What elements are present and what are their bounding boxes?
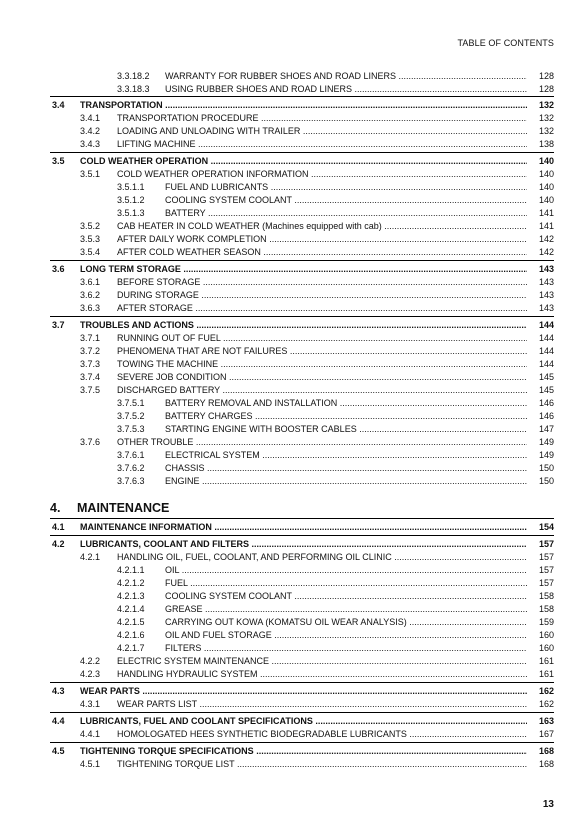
toc-entry-title: ENGINE ..... bbox=[165, 475, 527, 487]
toc-entry-number: 4.4.1 bbox=[80, 729, 101, 739]
toc-entry-number: 4.2.1.1 bbox=[117, 565, 145, 575]
toc-entry-page: 150 bbox=[538, 476, 554, 486]
toc-entry[interactable] bbox=[0, 194, 583, 206]
toc-entry-number: 3.5.1.2 bbox=[117, 195, 145, 205]
toc-entry[interactable] bbox=[0, 551, 583, 563]
toc-entry-page: 157 bbox=[538, 578, 554, 588]
toc-entry[interactable] bbox=[0, 590, 583, 602]
toc-entry-page: 147 bbox=[538, 424, 554, 434]
toc-entry-page: 158 bbox=[538, 591, 554, 601]
chapter-title: MAINTENANCE bbox=[77, 501, 170, 515]
toc-entry-title: TIGHTENING TORQUE LIST ..... bbox=[117, 758, 527, 770]
toc-entry[interactable] bbox=[0, 629, 583, 641]
toc-entry[interactable] bbox=[0, 521, 583, 533]
toc-entry-page: 162 bbox=[538, 686, 554, 696]
toc-entry-number: 4.2.1.6 bbox=[117, 630, 145, 640]
toc-entry[interactable] bbox=[0, 155, 583, 167]
toc-entry-title: CAB HEATER IN COLD WEATHER (Machines equipped with cab) ..... bbox=[117, 220, 527, 232]
toc-entry-number: 3.7.5.1 bbox=[117, 398, 145, 408]
toc-entry-title: TROUBLES AND ACTIONS ..... bbox=[80, 319, 527, 331]
toc-entry-title: OIL ..... bbox=[165, 564, 527, 576]
toc-entry[interactable] bbox=[0, 655, 583, 667]
toc-entry-title: LUBRICANTS, COOLANT AND FILTERS ..... bbox=[80, 538, 527, 550]
toc-entry-number: 4.2.2 bbox=[80, 656, 101, 666]
toc-entry-number: 3.5.1.1 bbox=[117, 182, 145, 192]
toc-entry-title: CHASSIS ..... bbox=[165, 462, 527, 474]
toc-entry-title: HANDLING HYDRAULIC SYSTEM ..... bbox=[117, 668, 527, 680]
toc-entry-number: 3.7.6.1 bbox=[117, 450, 145, 460]
toc-entry-page: 143 bbox=[538, 290, 554, 300]
toc-entry-page: 140 bbox=[538, 195, 554, 205]
toc-entry-page: 149 bbox=[538, 450, 554, 460]
toc-entry[interactable] bbox=[0, 410, 583, 422]
toc-entry-page: 140 bbox=[538, 156, 554, 166]
toc-entry-title: LUBRICANTS, FUEL AND COOLANT SPECIFICATIONS ..... bbox=[80, 715, 527, 727]
toc-entry-number: 3.7.6.3 bbox=[117, 476, 145, 486]
toc-entry-page: 161 bbox=[538, 656, 554, 666]
toc-entry-page: 159 bbox=[538, 617, 554, 627]
toc-entry-number: 3.7.6.2 bbox=[117, 463, 145, 473]
toc-entry-page: 140 bbox=[538, 169, 554, 179]
toc-entry[interactable] bbox=[0, 642, 583, 654]
toc-entry[interactable] bbox=[0, 99, 583, 111]
section-divider bbox=[50, 260, 554, 261]
toc-entry-page: 142 bbox=[538, 247, 554, 257]
toc-entry-page: 157 bbox=[538, 565, 554, 575]
toc-entry-page: 128 bbox=[538, 71, 554, 81]
toc-entry[interactable] bbox=[0, 83, 583, 95]
toc-entry-title: WEAR PARTS ..... bbox=[80, 685, 527, 697]
toc-entry-number: 4.2.1.5 bbox=[117, 617, 145, 627]
toc-entry-title: BATTERY REMOVAL AND INSTALLATION ..... bbox=[165, 397, 527, 409]
toc-entry-number: 4.5 bbox=[52, 746, 65, 756]
section-divider bbox=[50, 535, 554, 536]
toc-entry[interactable] bbox=[0, 436, 583, 448]
toc-entry-page: 162 bbox=[538, 699, 554, 709]
toc-entry[interactable] bbox=[0, 233, 583, 245]
toc-entry[interactable] bbox=[0, 125, 583, 137]
toc-entry-title: AFTER STORAGE ..... bbox=[117, 302, 527, 314]
toc-entry[interactable] bbox=[0, 70, 583, 82]
toc-entry-title: STARTING ENGINE WITH BOOSTER CABLES ..... bbox=[165, 423, 527, 435]
toc-entry-number: 3.3.18.2 bbox=[117, 71, 150, 81]
toc-entry-page: 144 bbox=[538, 346, 554, 356]
toc-entry-number: 3.6 bbox=[52, 264, 65, 274]
toc-entry-number: 4.2.3 bbox=[80, 669, 101, 679]
toc-entry-page: 132 bbox=[538, 126, 554, 136]
toc-entry-number: 4.5.1 bbox=[80, 759, 101, 769]
toc-entry[interactable] bbox=[0, 397, 583, 409]
toc-entry-number: 3.5.1.3 bbox=[117, 208, 145, 218]
toc-entry-page: 160 bbox=[538, 630, 554, 640]
section-divider bbox=[50, 316, 554, 317]
toc-entry[interactable] bbox=[0, 698, 583, 710]
toc-entry-page: 142 bbox=[538, 234, 554, 244]
toc-entry-title: CARRYING OUT KOWA (KOMATSU OIL WEAR ANALYSIS) ..... bbox=[165, 616, 527, 628]
page-number: 13 bbox=[542, 799, 554, 810]
toc-entry-number: 3.7.2 bbox=[80, 346, 101, 356]
toc-entry[interactable] bbox=[0, 345, 583, 357]
toc-entry-page: 145 bbox=[538, 372, 554, 382]
toc-entry-page: 154 bbox=[538, 522, 554, 532]
toc-entry-title: LOADING AND UNLOADING WITH TRAILER ..... bbox=[117, 125, 527, 137]
toc-entry-page: 146 bbox=[538, 411, 554, 421]
toc-entry[interactable] bbox=[0, 358, 583, 370]
toc-entry-title: TRANSPORTATION ..... bbox=[80, 99, 527, 111]
toc-entry-page: 157 bbox=[538, 539, 554, 549]
toc-entry[interactable] bbox=[0, 449, 583, 461]
toc-entry-page: 143 bbox=[538, 264, 554, 274]
toc-entry-title: BATTERY CHARGES ..... bbox=[165, 410, 527, 422]
toc-entry-title: DISCHARGED BATTERY ..... bbox=[117, 384, 527, 396]
toc-entry-page: 161 bbox=[538, 669, 554, 679]
toc-entry-number: 3.7.4 bbox=[80, 372, 101, 382]
toc-entry-number: 3.7.6 bbox=[80, 437, 101, 447]
toc-entry-title: AFTER DAILY WORK COMPLETION ..... bbox=[117, 233, 527, 245]
toc-entry-number: 3.5.3 bbox=[80, 234, 101, 244]
toc-entry-title: WEAR PARTS LIST ..... bbox=[117, 698, 527, 710]
toc-entry-title: MAINTENANCE INFORMATION ..... bbox=[80, 521, 527, 533]
toc-entry-page: 132 bbox=[538, 100, 554, 110]
toc-entry-title: BEFORE STORAGE ..... bbox=[117, 276, 527, 288]
toc-entry[interactable] bbox=[0, 668, 583, 680]
toc-entry-title: TRANSPORTATION PROCEDURE ..... bbox=[117, 112, 527, 124]
toc-entry-title: DURING STORAGE ..... bbox=[117, 289, 527, 301]
section-divider bbox=[50, 96, 554, 97]
toc-entry[interactable] bbox=[0, 220, 583, 232]
toc-entry-number: 3.4.1 bbox=[80, 113, 101, 123]
toc-entry[interactable] bbox=[0, 685, 583, 697]
toc-entry-number: 4.1 bbox=[52, 522, 65, 532]
toc-entry-title: TOWING THE MACHINE ..... bbox=[117, 358, 527, 370]
toc-entry-title: OTHER TROUBLE ..... bbox=[117, 436, 527, 448]
toc-entry-number: 3.7.5 bbox=[80, 385, 101, 395]
toc-entry-page: 158 bbox=[538, 604, 554, 614]
toc-entry[interactable] bbox=[0, 371, 583, 383]
toc-entry-page: 140 bbox=[538, 182, 554, 192]
toc-entry[interactable] bbox=[0, 168, 583, 180]
toc-entry[interactable] bbox=[0, 745, 583, 757]
toc-entry-title: HOMOLOGATED HEES SYNTHETIC BIODEGRADABLE LUBRICANTS ..... bbox=[117, 728, 527, 740]
toc-entry-page: 128 bbox=[538, 84, 554, 94]
toc-entry-number: 4.2.1.7 bbox=[117, 643, 145, 653]
toc-entry[interactable] bbox=[0, 577, 583, 589]
toc-entry-number: 3.7.5.3 bbox=[117, 424, 145, 434]
toc-entry-page: 168 bbox=[538, 746, 554, 756]
toc-entry-page: 132 bbox=[538, 113, 554, 123]
toc-entry-number: 3.5.2 bbox=[80, 221, 101, 231]
toc-entry-number: 3.5 bbox=[52, 156, 65, 166]
section-divider bbox=[50, 712, 554, 713]
toc-entry[interactable] bbox=[0, 728, 583, 740]
toc-entry[interactable] bbox=[0, 475, 583, 487]
toc-entry-number: 4.2.1 bbox=[80, 552, 101, 562]
toc-entry-title: COLD WEATHER OPERATION INFORMATION ..... bbox=[117, 168, 527, 180]
toc-entry-page: 146 bbox=[538, 398, 554, 408]
toc-entry-number: 3.4.3 bbox=[80, 139, 101, 149]
toc-entry-number: 3.3.18.3 bbox=[117, 84, 150, 94]
toc-entry-page: 141 bbox=[538, 221, 554, 231]
toc-entry-title: AFTER COLD WEATHER SEASON ..... bbox=[117, 246, 527, 258]
toc-entry-number: 3.7.1 bbox=[80, 333, 101, 343]
toc-entry[interactable] bbox=[0, 246, 583, 258]
toc-entry-title: WARRANTY FOR RUBBER SHOES AND ROAD LINERS ..... bbox=[165, 70, 527, 82]
toc-entry-number: 3.7 bbox=[52, 320, 65, 330]
chapter-number: 4. bbox=[50, 501, 61, 515]
section-divider bbox=[50, 152, 554, 153]
toc-entry[interactable] bbox=[0, 332, 583, 344]
toc-entry[interactable] bbox=[0, 616, 583, 628]
toc-entry-page: 149 bbox=[538, 437, 554, 447]
toc-entry-title: SEVERE JOB CONDITION ..... bbox=[117, 371, 527, 383]
toc-entry-page: 150 bbox=[538, 463, 554, 473]
toc-entry[interactable] bbox=[0, 715, 583, 727]
toc-entry-number: 4.2.1.2 bbox=[117, 578, 145, 588]
toc-entry[interactable] bbox=[0, 384, 583, 396]
toc-entry[interactable] bbox=[0, 289, 583, 301]
toc-entry-page: 167 bbox=[538, 729, 554, 739]
toc-entry-title: PHENOMENA THAT ARE NOT FAILURES ..... bbox=[117, 345, 527, 357]
toc-entry-number: 3.6.2 bbox=[80, 290, 101, 300]
toc-entry-number: 3.6.1 bbox=[80, 277, 101, 287]
toc-entry-title: USING RUBBER SHOES AND ROAD LINERS ..... bbox=[165, 83, 527, 95]
toc-entry-title: ELECTRIC SYSTEM MAINTENANCE ..... bbox=[117, 655, 527, 667]
toc-entry-title: FUEL AND LUBRICANTS ..... bbox=[165, 181, 527, 193]
toc-entry-number: 3.4.2 bbox=[80, 126, 101, 136]
toc-entry[interactable] bbox=[0, 276, 583, 288]
toc-entry[interactable] bbox=[0, 138, 583, 150]
toc-entry[interactable] bbox=[0, 538, 583, 550]
toc-entry-title: COOLING SYSTEM COOLANT ..... bbox=[165, 194, 527, 206]
toc-entry-page: 143 bbox=[538, 303, 554, 313]
toc-entry-title: LONG TERM STORAGE ..... bbox=[80, 263, 527, 275]
toc-entry[interactable] bbox=[0, 564, 583, 576]
toc-entry-page: 160 bbox=[538, 643, 554, 653]
toc-entry-page: 145 bbox=[538, 385, 554, 395]
toc-entry-title: TIGHTENING TORQUE SPECIFICATIONS ..... bbox=[80, 745, 527, 757]
toc-entry[interactable] bbox=[0, 603, 583, 615]
toc-entry-number: 3.4 bbox=[52, 100, 65, 110]
toc-entry-title: OIL AND FUEL STORAGE ..... bbox=[165, 629, 527, 641]
toc-entry[interactable] bbox=[0, 319, 583, 331]
toc-entry-title: BATTERY ..... bbox=[165, 207, 527, 219]
toc-entry[interactable] bbox=[0, 423, 583, 435]
toc-entry-number: 4.2 bbox=[52, 539, 65, 549]
toc-entry-page: 163 bbox=[538, 716, 554, 726]
toc-entry-number: 4.3 bbox=[52, 686, 65, 696]
section-divider bbox=[50, 742, 554, 743]
toc-entry-page: 157 bbox=[538, 552, 554, 562]
toc-entry-title: RUNNING OUT OF FUEL ..... bbox=[117, 332, 527, 344]
toc-entry-number: 3.5.1 bbox=[80, 169, 101, 179]
toc-entry[interactable] bbox=[0, 181, 583, 193]
section-divider bbox=[50, 682, 554, 683]
toc-entry-page: 143 bbox=[538, 277, 554, 287]
toc-entry[interactable] bbox=[0, 462, 583, 474]
toc-entry-number: 4.3.1 bbox=[80, 699, 101, 709]
toc-entry-page: 144 bbox=[538, 333, 554, 343]
toc-entry[interactable] bbox=[0, 758, 583, 770]
toc-entry-title: FILTERS ..... bbox=[165, 642, 527, 654]
toc-entry-number: 3.7.5.2 bbox=[117, 411, 145, 421]
toc-entry[interactable] bbox=[0, 302, 583, 314]
toc-entry-number: 4.2.1.3 bbox=[117, 591, 145, 601]
toc-entry-number: 3.6.3 bbox=[80, 303, 101, 313]
toc-entry-title: FUEL ..... bbox=[165, 577, 527, 589]
toc-entry-page: 168 bbox=[538, 759, 554, 769]
toc-entry[interactable] bbox=[0, 263, 583, 275]
toc-entry-title: HANDLING OIL, FUEL, COOLANT, AND PERFORMING OIL CLINIC ..... bbox=[117, 551, 527, 563]
toc-entry-title: LIFTING MACHINE ..... bbox=[117, 138, 527, 150]
section-divider bbox=[50, 518, 554, 519]
toc-entry[interactable] bbox=[0, 112, 583, 124]
toc-entry-number: 4.4 bbox=[52, 716, 65, 726]
running-header: TABLE OF CONTENTS bbox=[457, 38, 554, 48]
toc-entry-number: 4.2.1.4 bbox=[117, 604, 145, 614]
toc-entry-number: 3.7.3 bbox=[80, 359, 101, 369]
toc-entry-title: GREASE ..... bbox=[165, 603, 527, 615]
toc-entry-page: 141 bbox=[538, 208, 554, 218]
toc-entry-page: 138 bbox=[538, 139, 554, 149]
toc-entry-title: COLD WEATHER OPERATION ..... bbox=[80, 155, 527, 167]
toc-entry[interactable] bbox=[0, 207, 583, 219]
toc-entry-page: 144 bbox=[538, 320, 554, 330]
toc-entry-title: ELECTRICAL SYSTEM ..... bbox=[165, 449, 527, 461]
toc-entry-title: COOLING SYSTEM COOLANT ..... bbox=[165, 590, 527, 602]
toc-entry-number: 3.5.4 bbox=[80, 247, 101, 257]
toc-entry-page: 144 bbox=[538, 359, 554, 369]
